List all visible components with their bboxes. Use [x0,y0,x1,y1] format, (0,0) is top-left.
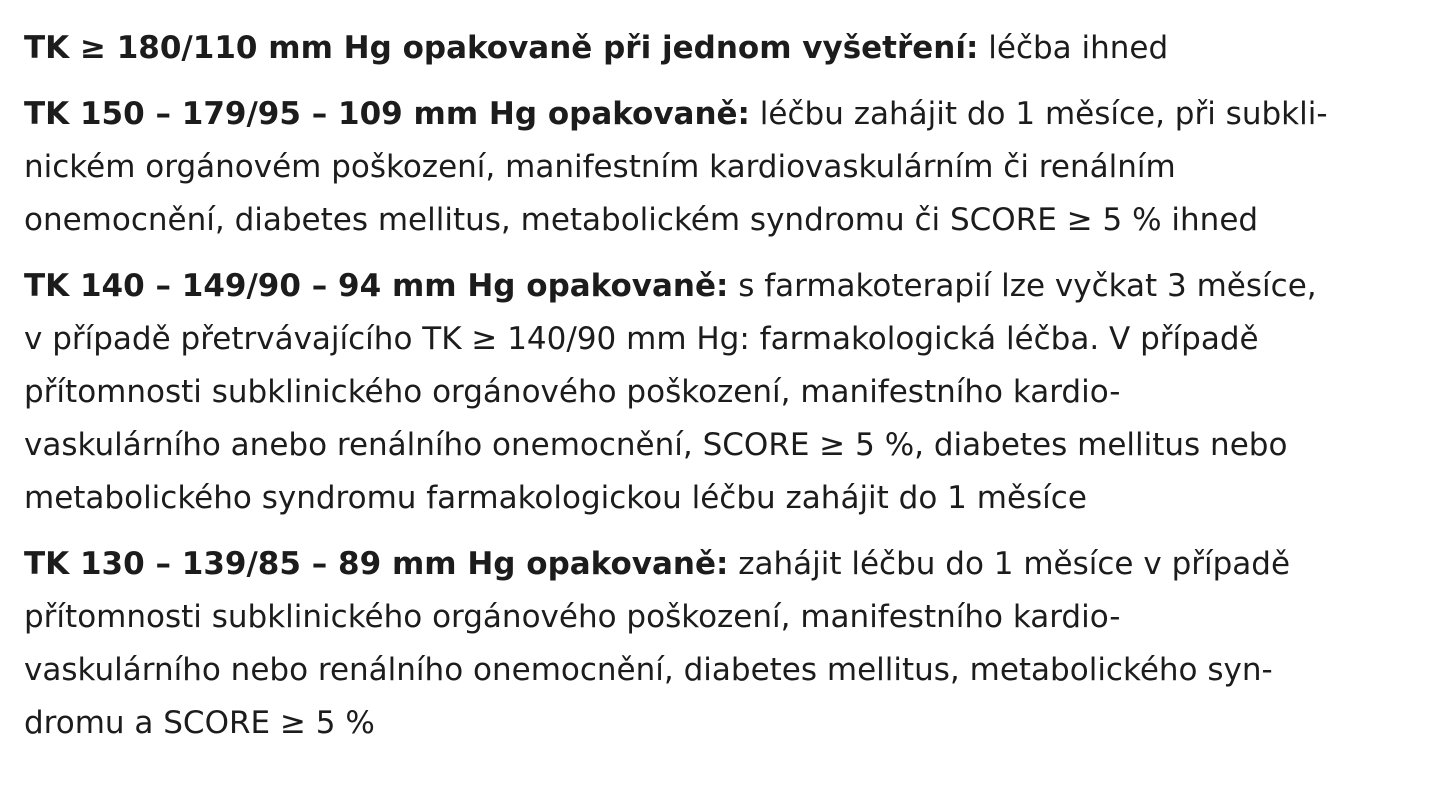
text-line: vaskulárního nebo renálního onemocnění, diabetes mellitus, metabolického syn- [24,652,1273,688]
criterion-heading: TK ≥ 180/110 mm Hg opakovaně při jednom vyšetření: [24,30,979,66]
paragraph-tk-150 [24,88,1419,247]
text-line [24,88,1419,141]
text-line: v případě přetrvávajícího TK ≥ 140/90 mm Hg: farmakologická léčba. V případě [24,321,1259,357]
criterion-heading: TK 150 – 179/95 – 109 mm Hg opakovaně: [24,96,750,132]
text-line [24,538,1419,591]
recommendation-text: s farmakoterapií lze vyčkat 3 měsíce, [728,268,1317,304]
text-line: přítomnosti subklinického orgánového poškození, manifestního kardio- [24,374,1121,410]
text-line: nickém orgánovém poškození, manifestním kardiovaskulárním či renálním [24,149,1176,185]
text-line: vaskulárního anebo renálního onemocnění, SCORE ≥ 5 %, diabetes mellitus nebo [24,427,1288,463]
text-line [24,260,1419,313]
paragraph-tk-130 [24,538,1419,750]
text-line: přítomnosti subklinického orgánového poškození, manifestního kardio- [24,599,1121,635]
recommendation-text: léčba ihned [978,30,1169,66]
paragraph-tk-180 [24,22,1419,75]
criterion-heading: TK 140 – 149/90 – 94 mm Hg opakovaně: [24,268,729,304]
text-line: onemocnění, diabetes mellitus, metabolickém syndromu či SCORE ≥ 5 % ihned [24,202,1259,238]
recommendation-text: léčbu zahájit do 1 měsíce, při subkli- [749,96,1328,132]
paragraph-tk-140 [24,260,1419,525]
recommendation-text: zahájit léčbu do 1 měsíce v případě [728,546,1291,582]
text-line: dromu a SCORE ≥ 5 % [24,705,375,741]
document-text [24,22,1419,763]
text-line [24,22,1419,75]
text-line: metabolického syndromu farmakologickou léčbu zahájit do 1 měsíce [24,480,1087,516]
criterion-heading: TK 130 – 139/85 – 89 mm Hg opakovaně: [24,546,729,582]
